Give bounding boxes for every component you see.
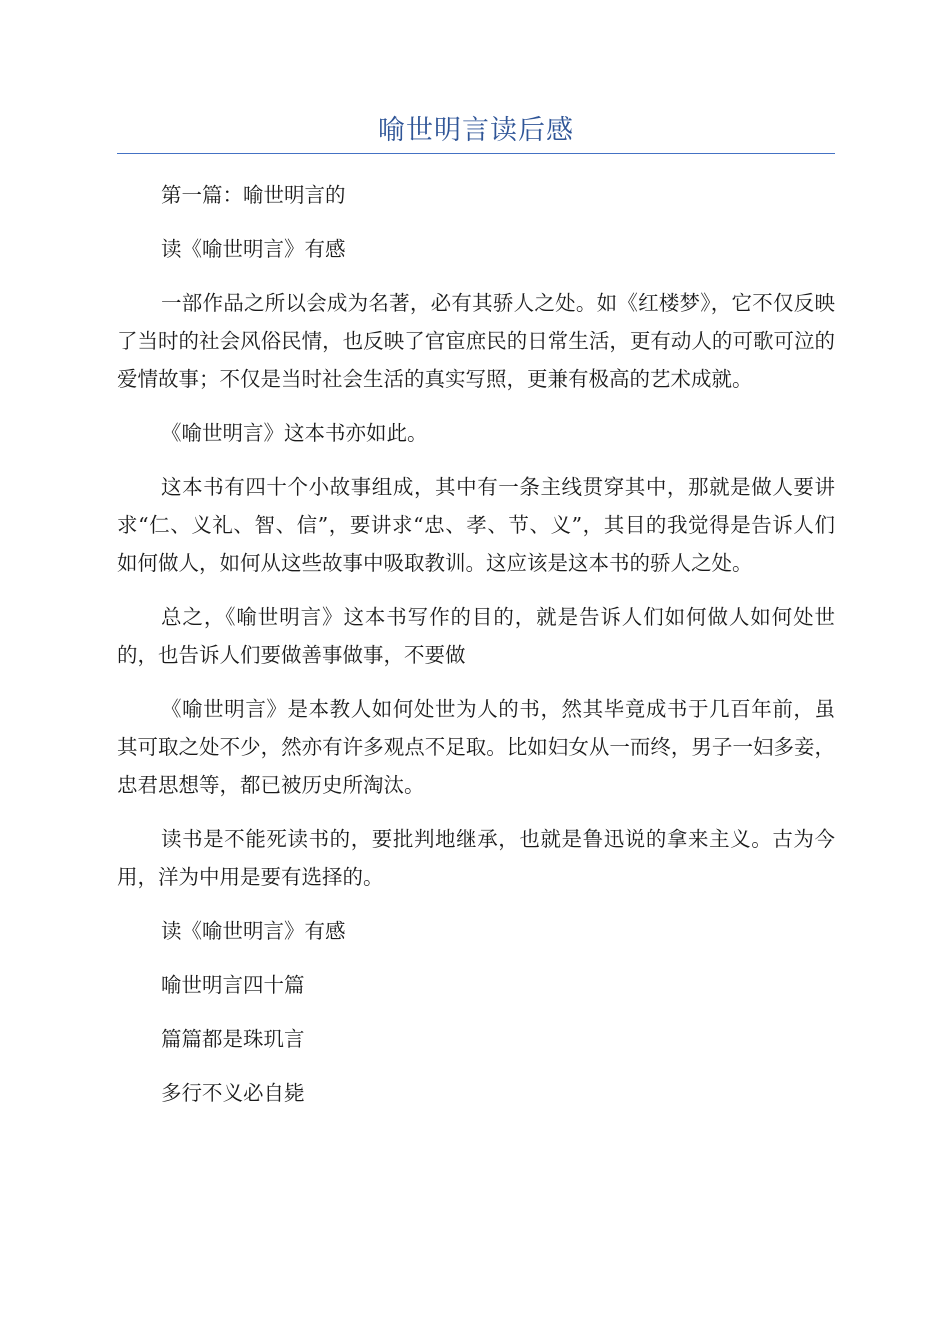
document-title: 喻世明言读后感 [378,115,574,146]
paragraph: 总之，《喻世明言》这本书写作的目的，就是告诉人们如何做人如何处世的，也告诉人们要做善事做事，不要做 [117,605,835,667]
paragraph: 《喻世明言》是本教人如何处世为人的书，然其毕竟成书于几百年前，虽其可取之处不少，然亦有许多观点不足取。比如妇女从一而终，男子一妇多妾，忠君思想等，都已被历史所淘汰。 [117,697,835,797]
paragraph: 《喻世明言》这本书亦如此。 [161,421,428,445]
paragraph: 这本书有四十个小故事组成，其中有一条主线贯穿其中，那就是做人要讲求“仁、义礼、智、信”，要讲求“忠、孝、节、义”，其目的我觉得是告诉人们如何做人，如何从这些故事中吸取教训。这应该是这本书的骄人之处。 [117,475,835,575]
poem-line: 喻世明言四十篇 [161,973,305,997]
paragraph-heading: 第一篇：喻世明言的 [161,183,346,207]
poem-line: 篇篇都是珠玑言 [161,1027,305,1051]
paragraph: 读书是不能死读书的，要批判地继承，也就是鲁迅说的拿来主义。古为今用，洋为中用是要有选择的。 [117,827,835,889]
document-body [117,176,835,1128]
paragraph-subheading: 读《喻世明言》有感 [161,237,346,261]
paragraph: 一部作品之所以会成为名著，必有其骄人之处。如《红楼梦》，它不仅反映了当时的社会风俗民情，也反映了官宦庶民的日常生活，更有动人的可歌可泣的爱情故事；不仅是当时社会生活的真实写照，更兼有极高的艺术成就。 [117,291,835,391]
poem-line: 多行不义必自毙 [161,1081,305,1105]
title-underline [117,153,835,154]
paragraph-subheading: 读《喻世明言》有感 [161,919,346,943]
